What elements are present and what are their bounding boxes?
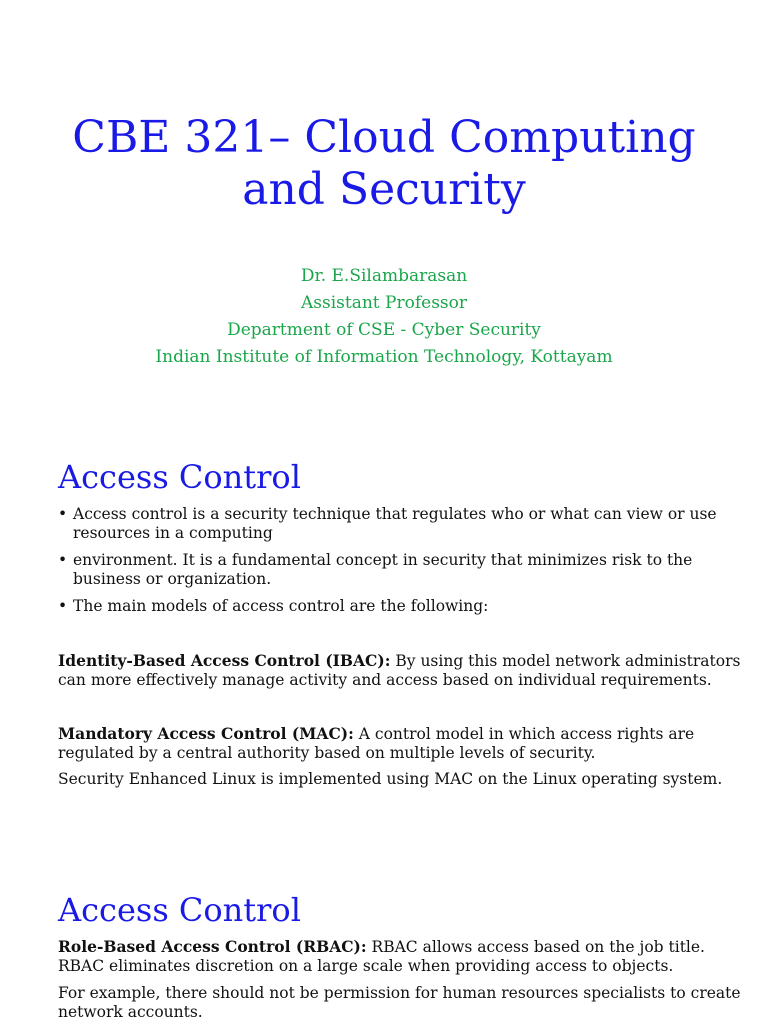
- title-slide: [0, 0, 768, 410]
- course-title-line2: and Security: [242, 164, 526, 215]
- author-institute: Indian Institute of Information Technology, Kottayam: [155, 347, 613, 367]
- author-position: Assistant Professor: [301, 293, 467, 313]
- bullet-item: • environment. It is a fundamental concept in security that minimizes risk to the business or organization.: [58, 551, 738, 589]
- ibac-term: Identity-Based Access Control (IBAC):: [58, 651, 391, 670]
- access-control-heading: Access Control: [58, 458, 301, 496]
- access-control-bullets: [58, 505, 738, 624]
- ibac-text: By using this model network administrators can more effectively manage activity and access based on individual requirements.: [58, 652, 741, 689]
- course-title-line1: CBE 321– Cloud Computing: [72, 112, 696, 163]
- selinux-paragraph: Security Enhanced Linux is implemented using MAC on the Linux operating system.: [58, 770, 723, 788]
- bullet-item: • Access control is a security technique that regulates who or what can view or use resources in a computing: [58, 505, 738, 543]
- author-department: Department of CSE - Cyber Security: [227, 320, 541, 340]
- rbac-paragraph: [58, 937, 748, 976]
- access-control-heading-2: Access Control: [58, 891, 301, 929]
- mac-term: Mandatory Access Control (MAC):: [58, 724, 354, 743]
- course-title: [0, 112, 768, 216]
- rbac-text: RBAC allows access based on the job title. RBAC eliminates discretion on a large scale when providing access to objects.: [58, 938, 705, 975]
- example-paragraph: For example, there should not be permission for human resources specialists to create network accounts.: [58, 984, 741, 1021]
- mac-text: A control model in which access rights are regulated by a central authority based on multiple levels of security.: [58, 725, 695, 762]
- author-name: Dr. E.Silambarasan: [300, 266, 468, 286]
- rbac-term: Role-Based Access Control (RBAC):: [58, 937, 367, 956]
- mac-paragraph: [58, 724, 748, 763]
- author-block: [0, 263, 768, 371]
- ibac-paragraph: [58, 651, 748, 690]
- bullet-item: • The main models of access control are the following:: [58, 597, 738, 616]
